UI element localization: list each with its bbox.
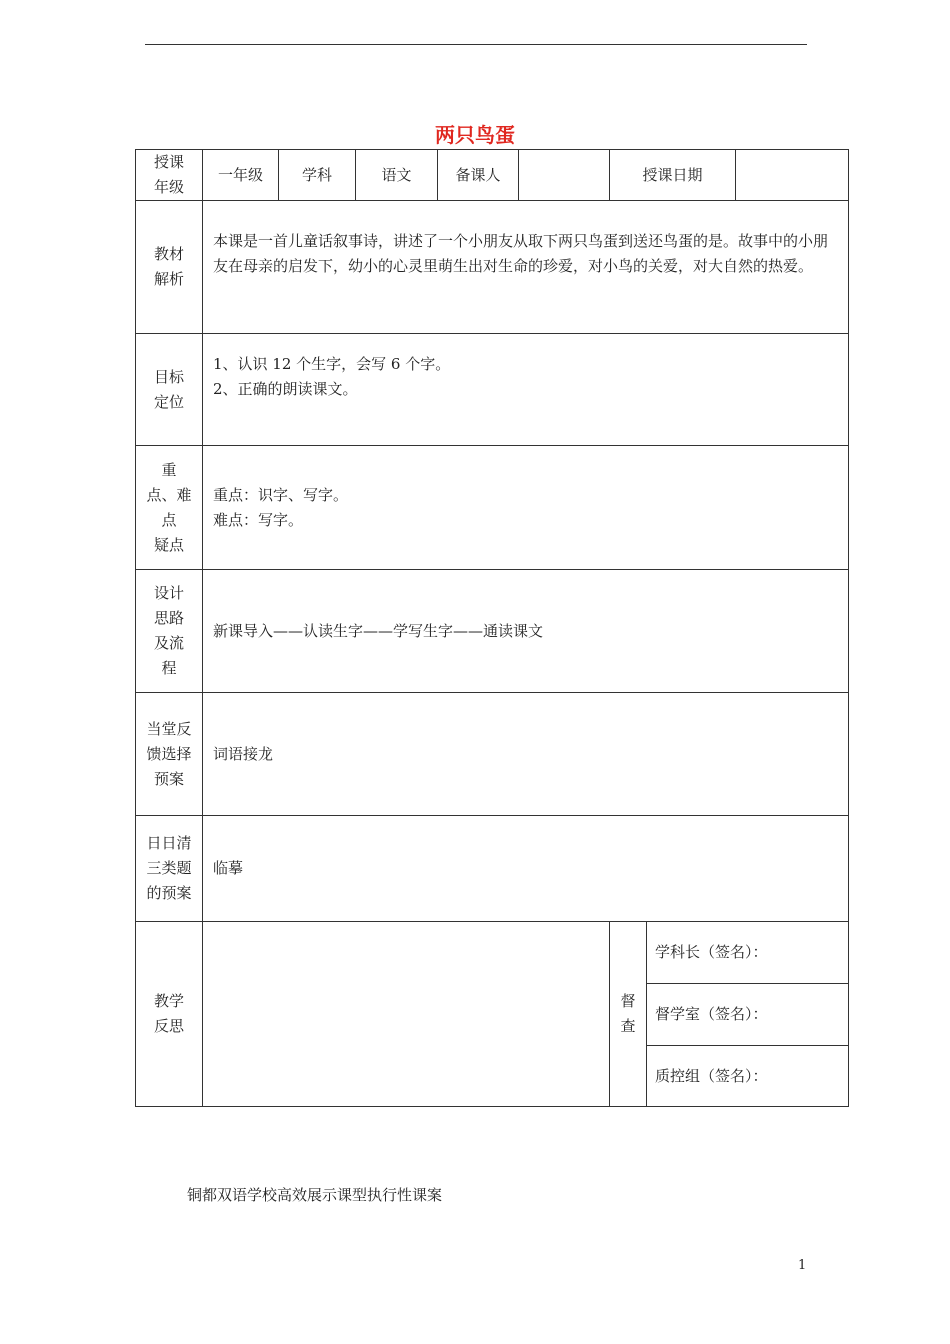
material-row: [136, 201, 849, 334]
date-value[interactable]: [736, 150, 849, 201]
feedback-content: 词语接龙: [203, 693, 849, 816]
grade-label-line: 授课: [153, 153, 184, 171]
daily-label-line: 日日清: [146, 834, 192, 852]
signature-quality-control[interactable]: 质控组（签名）：: [647, 1046, 849, 1107]
preparer-value[interactable]: [519, 150, 610, 201]
material-content: 本课是一首儿童话叙事诗，讲述了一个小朋友从取下两只鸟蛋到送还鸟蛋的是。故事中的小朋友在母亲的启发下，幼小的心灵里萌生出对生命的珍爱，对小鸟的关爱，对大自然的热爱。: [203, 201, 849, 334]
design-label-line: 及流: [153, 634, 184, 652]
subject-label: 学科: [279, 150, 356, 201]
design-row: [136, 570, 849, 693]
supervise-label: [610, 922, 647, 1107]
reflection-row: [136, 922, 849, 984]
feedback-label-line: 当堂反: [146, 719, 192, 738]
daily-label: [136, 816, 203, 922]
design-label: [136, 570, 203, 693]
page-title: 两只鸟蛋: [435, 123, 515, 147]
feedback-label: [136, 693, 203, 816]
material-label-line: 教材: [153, 245, 184, 263]
goals-content: [203, 334, 849, 446]
daily-content: 临摹: [203, 816, 849, 922]
keypoints-content: [203, 446, 849, 570]
reflection-content[interactable]: [203, 922, 610, 1107]
keypoints-row: [136, 446, 849, 570]
supervise-label-line: 督: [620, 992, 636, 1010]
page-number: 1: [798, 1258, 807, 1273]
feedback-row: [136, 693, 849, 816]
keypoints-label-line: 疑点: [153, 535, 184, 554]
header-row: [136, 150, 849, 201]
design-label-line: 思路: [153, 609, 184, 627]
reflection-label-line: 教学: [153, 992, 184, 1010]
goal-item: 1、认识 12 个生字，会写 6 个字。: [213, 355, 451, 373]
header-rule: [145, 44, 807, 45]
goals-row: [136, 334, 849, 446]
daily-row: [136, 816, 849, 922]
signature-supervision-office[interactable]: 督学室（签名）：: [647, 984, 849, 1046]
keypoints-label: [136, 446, 203, 570]
grade-value: 一年级: [203, 150, 279, 201]
daily-label-line: 的预案: [146, 884, 192, 902]
reflection-label: [136, 922, 203, 1107]
grade-label-line: 年级: [153, 178, 184, 196]
grade-label-cell: [136, 150, 203, 201]
keypoint-item: 重点：识字、写字。: [213, 485, 349, 504]
goal-item: 2、正确的朗读课文。: [213, 380, 358, 398]
supervise-label-line: 查: [620, 1017, 636, 1035]
feedback-label-line: 馈选择: [146, 744, 192, 763]
keypoints-label-line: 重: [161, 460, 177, 479]
feedback-label-line: 预案: [153, 769, 184, 788]
keypoints-label-line: 点、难: [146, 485, 192, 504]
material-label-line: 解析: [153, 270, 184, 288]
daily-label-line: 三类题: [146, 859, 192, 877]
lesson-plan-table: [135, 149, 849, 1107]
goals-label: [136, 334, 203, 446]
footer-school-name: 铜都双语学校高效展示课型执行性课案: [187, 1186, 443, 1204]
keypoint-item: 难点：写字。: [213, 510, 304, 529]
goals-label-line: 定位: [153, 392, 184, 411]
goals-label-line: 目标: [153, 367, 184, 386]
design-label-line: 设计: [153, 584, 184, 602]
subject-value: 语文: [356, 150, 438, 201]
design-label-line: 程: [161, 659, 177, 677]
signature-subject-head[interactable]: 学科长（签名）：: [647, 922, 849, 984]
keypoints-label-line: 点: [161, 510, 177, 529]
preparer-label: 备课人: [438, 150, 519, 201]
date-label: 授课日期: [610, 150, 736, 201]
material-label: [136, 201, 203, 334]
reflection-label-line: 反思: [153, 1017, 184, 1035]
design-content: 新课导入——认读生字——学写生字——通读课文: [203, 570, 849, 693]
